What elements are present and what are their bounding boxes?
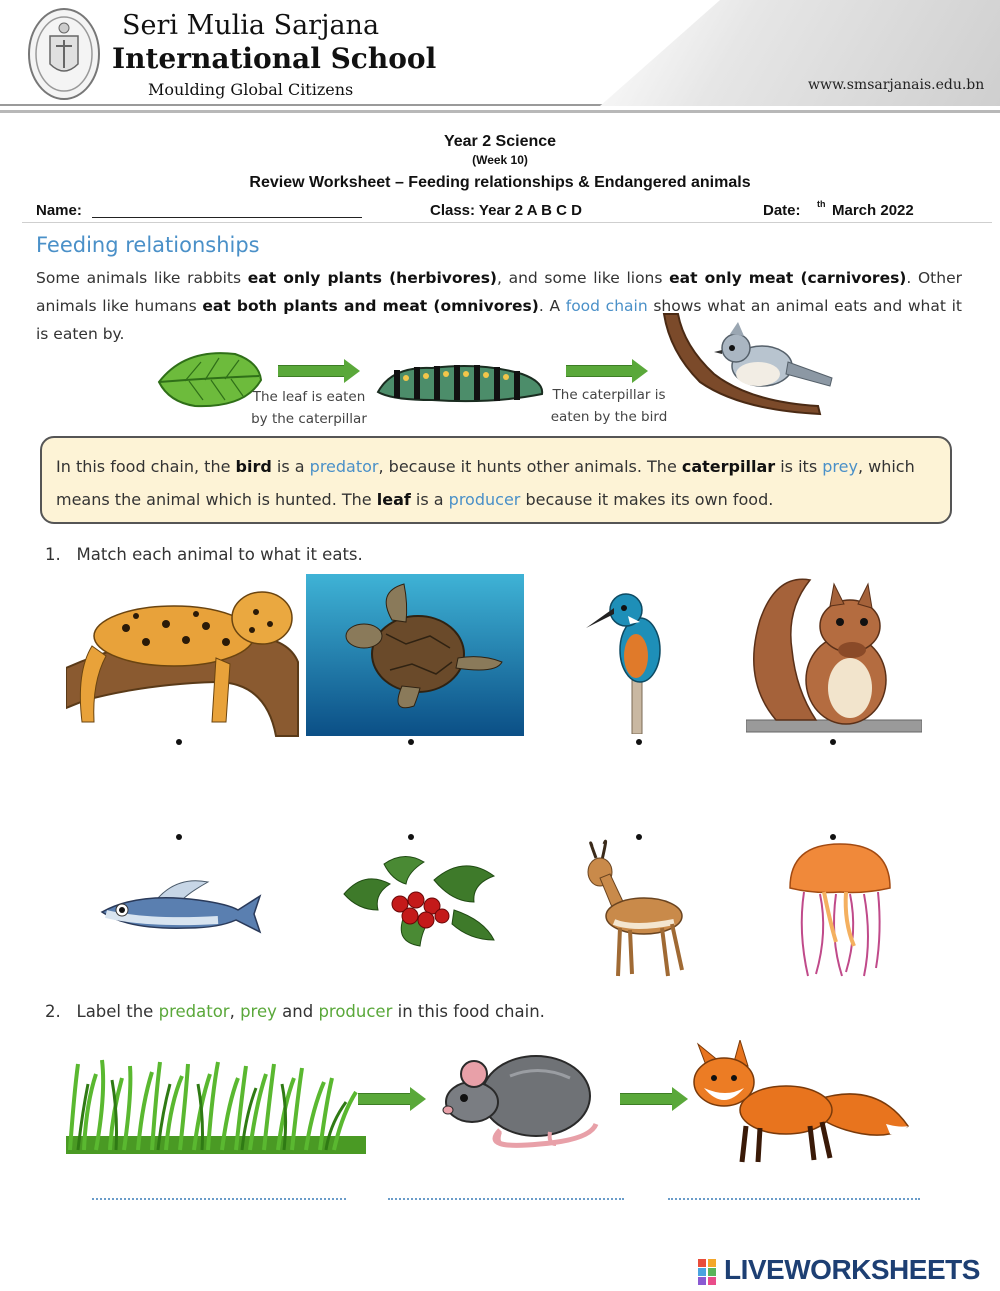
bird-on-branch-image xyxy=(650,312,842,416)
text-run: eat only plants (herbivores) xyxy=(247,269,498,287)
text-run: , and some like lions xyxy=(497,269,670,287)
arrow-icon xyxy=(620,1087,688,1109)
liveworksheets-logo-icon xyxy=(698,1259,720,1285)
sea-turtle-image xyxy=(306,574,524,736)
school-crest-icon xyxy=(26,6,102,102)
caption-caterpillar xyxy=(545,384,673,428)
section-title: Feeding relationships xyxy=(36,233,260,257)
text-run: and xyxy=(276,1002,319,1021)
info-box-text xyxy=(56,450,936,516)
squirrel-image xyxy=(746,570,922,738)
caption-leaf-line2: by the caterpillar xyxy=(251,411,367,427)
text-run: bird xyxy=(235,457,272,476)
kingfisher-image xyxy=(584,582,680,734)
worksheet-title: Review Worksheet – Feeding relationships & Endangered animals xyxy=(249,174,751,191)
match-dot-fish[interactable] xyxy=(176,834,182,840)
question-2 xyxy=(45,1002,545,1021)
page-header xyxy=(0,0,1000,110)
worksheet-subject: Year 2 Science xyxy=(443,133,557,150)
school-motto: Moulding Global Citizens xyxy=(148,80,354,99)
question-1-text: Match each animal to what it eats. xyxy=(76,545,363,564)
text-run: caterpillar xyxy=(681,457,776,476)
text-run: , which means the animal which is hunted. The xyxy=(56,457,915,509)
text-run: , xyxy=(229,1002,241,1021)
text-run: In this food chain, the xyxy=(56,457,236,476)
liveworksheets-brand: LIVEWORKSHEETS xyxy=(724,1254,980,1285)
text-run: , because it hunts other animals. The xyxy=(378,457,682,476)
name-field[interactable] xyxy=(92,217,362,218)
text-run: predator xyxy=(158,1002,230,1021)
text-run: . A xyxy=(538,297,566,315)
text-run: food chain xyxy=(565,297,648,315)
text-run: eat both plants and meat (omnivores) xyxy=(202,297,539,315)
caption-leaf-line1: The leaf is eaten xyxy=(252,389,366,405)
fish-image xyxy=(98,876,262,940)
match-dot-sea-turtle[interactable] xyxy=(408,739,414,745)
gazelle-image xyxy=(574,838,688,978)
text-run: producer xyxy=(448,490,521,509)
date-superscript: th xyxy=(817,199,826,209)
class-label: Class: Year 2 A B C D xyxy=(430,202,583,219)
text-run: eat only meat (carnivores) xyxy=(669,269,907,287)
text-run: in this food chain. xyxy=(392,1002,545,1021)
school-name-line2: International School xyxy=(112,42,437,75)
match-dot-jellyfish[interactable] xyxy=(830,834,836,840)
text-run: is a xyxy=(410,490,449,509)
answer-line-prey[interactable] xyxy=(388,1198,624,1200)
name-label: Name: xyxy=(36,202,82,219)
text-run: Some animals like rabbits xyxy=(36,269,248,287)
answer-line-predator[interactable] xyxy=(668,1198,920,1200)
text-run: is its xyxy=(775,457,823,476)
fox-image xyxy=(686,1040,912,1164)
jaguar-image xyxy=(66,572,300,740)
text-run: leaf xyxy=(376,490,411,509)
question-1-number: 1. xyxy=(45,545,61,564)
caption-caterpillar-line2: eaten by the bird xyxy=(550,409,668,425)
date-label: Date: xyxy=(763,202,801,219)
holly-berries-image xyxy=(334,850,502,948)
match-dot-holly[interactable] xyxy=(408,834,414,840)
match-dot-kingfisher[interactable] xyxy=(636,739,642,745)
school-name-line1: Seri Mulia Sarjana xyxy=(122,10,380,41)
question-2-text xyxy=(77,1002,545,1021)
question-1 xyxy=(45,545,363,564)
text-run: . Other animals like humans xyxy=(36,269,962,315)
text-run: Label the xyxy=(76,1002,159,1021)
text-run: producer xyxy=(318,1002,393,1021)
text-run: shows what an animal eats and what it is eaten by. xyxy=(36,297,962,343)
arrow-icon xyxy=(358,1087,426,1109)
text-run: predator xyxy=(309,457,379,476)
rat-image xyxy=(440,1040,600,1152)
text-run: is a xyxy=(271,457,310,476)
match-dot-jaguar[interactable] xyxy=(176,739,182,745)
header-rule xyxy=(0,110,1000,113)
jellyfish-image xyxy=(784,842,896,978)
question-2-number: 2. xyxy=(45,1002,61,1021)
grass-image xyxy=(66,1054,366,1154)
text-run: prey xyxy=(240,1002,277,1021)
text-run: because it makes its own food. xyxy=(520,490,774,509)
info-divider xyxy=(22,222,992,223)
arrow-icon xyxy=(278,359,360,381)
date-value: March 2022 xyxy=(832,202,914,219)
caption-leaf xyxy=(246,386,372,430)
answer-line-producer[interactable] xyxy=(92,1198,346,1200)
worksheet-week: (Week 10) xyxy=(472,153,528,167)
school-website: www.smsarjanais.edu.bn xyxy=(808,77,985,93)
match-dot-squirrel[interactable] xyxy=(830,739,836,745)
arrow-icon xyxy=(566,359,648,381)
caterpillar-image xyxy=(372,352,548,408)
caption-caterpillar-line1: The caterpillar is xyxy=(552,387,666,403)
text-run: prey xyxy=(822,457,858,476)
